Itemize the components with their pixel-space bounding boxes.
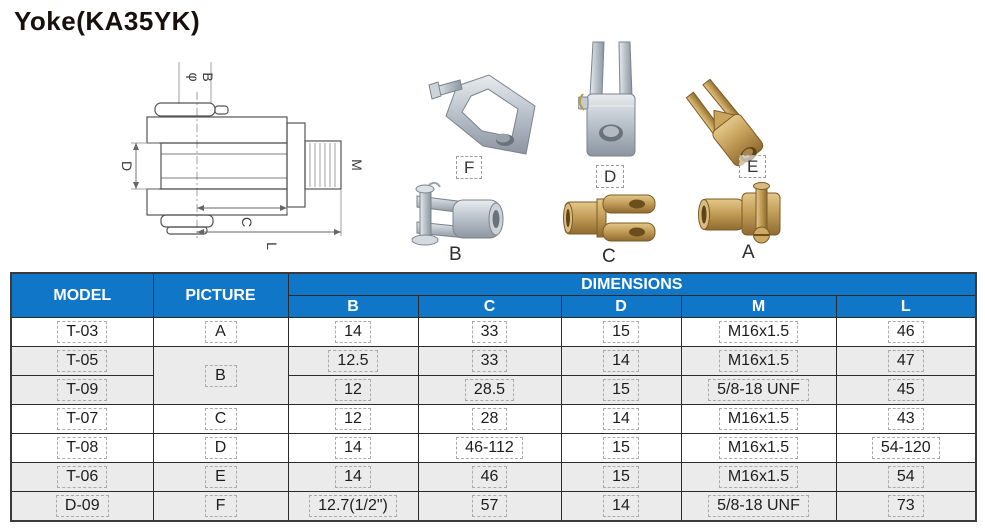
dim-label-c: C [239,216,255,228]
cell-m: M16x1.5 [719,437,798,459]
cell-d: 14 [603,495,639,517]
cell-model: D-09 [56,495,109,517]
cell-l: 45 [888,379,924,401]
col-header-dimensions: DIMENSIONS [288,273,976,296]
cell-c: 33 [472,350,508,372]
cell-l: 43 [888,408,924,430]
col-header-d: D [561,296,681,318]
cell-b: 12.7(1/2") [309,495,397,517]
photo-label-d: D [596,165,624,188]
cell-l: 47 [888,350,924,372]
col-header-l: L [836,296,976,318]
cell-l: 73 [888,495,924,517]
cell-picture: B [205,365,237,387]
cell-picture: E [205,466,237,488]
table-row [11,434,976,463]
cell-c: 46 [472,466,508,488]
photo-label-b: B [449,244,462,265]
technical-drawing [105,46,370,268]
cell-b: 14 [335,437,371,459]
yoke-photo-c [563,190,659,246]
cell-m: 5/8-18 UNF [708,495,809,517]
yoke-photo-a [698,182,794,244]
cell-d: 15 [603,466,639,488]
cell-model: T-03 [57,321,107,343]
cell-c: 28.5 [465,379,514,401]
col-header-picture: PICTURE [153,273,288,318]
cell-picture: F [205,495,237,517]
cell-model: T-05 [57,350,107,372]
cell-picture: D [205,437,237,459]
cell-b: 14 [335,466,371,488]
dim-label-d: D [119,160,135,172]
cell-m: M16x1.5 [719,466,798,488]
cell-model: T-07 [57,408,107,430]
yoke-photo-b [405,180,507,248]
cell-m: M16x1.5 [719,321,798,343]
col-header-c: C [418,296,561,318]
photo-label-a: A [742,242,755,263]
header-row-1 [11,273,976,296]
page-title: Yoke(KA35YK) [14,6,201,36]
yoke-photo-f [425,70,553,162]
cell-model: T-09 [57,379,107,401]
photo-label-f: F [456,156,482,179]
cell-d: 15 [603,379,639,401]
cell-model: T-06 [57,466,107,488]
cell-b: 12 [335,379,371,401]
table-row [11,405,976,434]
cell-d: 14 [603,350,639,372]
table-row [11,318,976,347]
dim-label-m: M [349,159,365,171]
cell-c: 28 [472,408,508,430]
cell-b: 12.5 [328,350,377,372]
cell-l: 54-120 [872,437,940,459]
cell-m: 5/8-18 UNF [708,379,809,401]
dim-label-phi: φ [186,72,202,82]
cell-l: 54 [888,466,924,488]
cell-c: 57 [472,495,508,517]
photo-label-e: E [739,155,766,178]
yoke-photo-d [578,40,644,166]
cell-b: 12 [335,408,371,430]
col-header-m: M [681,296,836,318]
cell-picture: C [205,408,237,430]
cell-picture: A [205,321,237,343]
col-header-model: MODEL [11,273,153,318]
spec-table [10,272,977,522]
table-row [11,347,976,376]
cell-d: 15 [603,321,639,343]
table-row [11,492,976,522]
photo-label-c: C [602,246,616,267]
cell-m: M16x1.5 [719,350,798,372]
table-row [11,463,976,492]
cell-model: T-08 [57,437,107,459]
cell-l: 46 [888,321,924,343]
cell-d: 14 [603,408,639,430]
cell-c: 46-112 [456,437,523,459]
cell-m: M16x1.5 [719,408,798,430]
col-header-b: B [288,296,418,318]
cell-c: 33 [472,321,508,343]
cell-d: 15 [603,437,639,459]
cell-b: 14 [335,321,371,343]
dim-label-l: L [264,242,280,250]
dim-label-b-top: B [200,72,216,82]
